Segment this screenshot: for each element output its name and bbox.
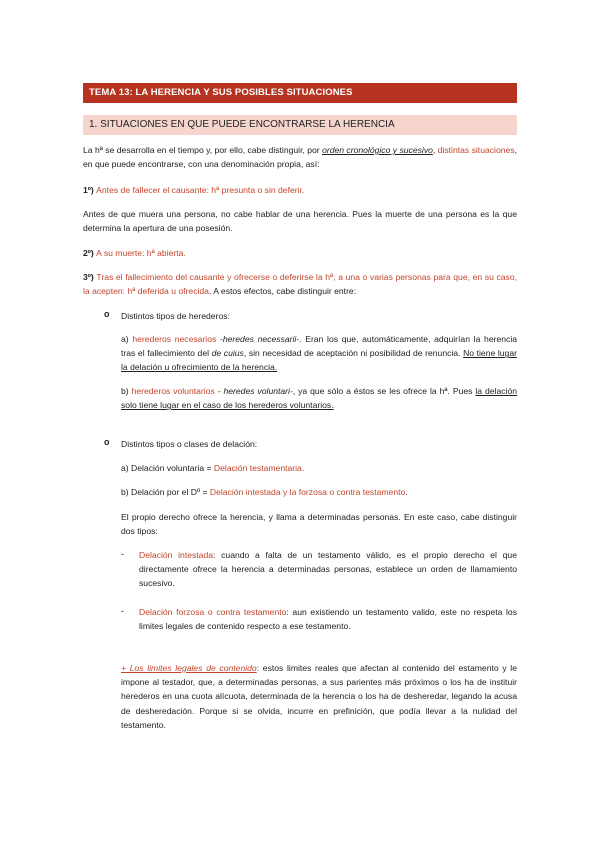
section-heading: 1. SITUACIONES EN QUE PUEDE ENCONTRARSE LA HERENCIA [83,115,517,135]
herederos-a-latin: -heredes necessarii- [216,334,300,344]
delacion-a [121,461,517,475]
herederos-voluntarios: herederos voluntarios [131,386,215,396]
herederos-b-latin: - heredes voluntari- [214,386,293,396]
situation-2-text: A su muerte: hª abierta. [96,248,186,258]
bullet-herederos: o [104,309,110,319]
intro-text: La hª se desarrolla en el tiempo y, por ello, cabe distinguir, por [83,145,323,155]
intro-order-text: orden cronológico y sucesivo [322,145,433,155]
situation-3-number: 3º) [83,272,97,282]
herederos-b-underlined: la delación solo tiene lugar en el caso de los herederos voluntarios. [121,386,518,411]
herederos-a-text: . Eran los que, automáticamente, adquirían la herencia tras el fallecimiento del [121,334,518,359]
bullet-delacion: o [104,437,110,447]
situation-1-body: Antes de que muera una persona, no cabe hablar de una herencia. Pues la muerte de una persona es la que determina la apertura de una posesión. [83,209,517,234]
situation-1 [83,183,517,197]
situation-1-number: 1º) [83,185,97,195]
delacion-b [121,485,517,499]
de-cuius-text: de cuius [211,348,244,359]
delacion-forzosa-item [139,605,517,633]
limites-paragraph [121,661,517,732]
situation-2-number: 2º) [83,248,97,258]
herederos-b-prefix: b) [121,386,132,396]
herederos-a-prefix: a) [121,334,133,344]
situation-3 [83,270,517,298]
delacion-forzosa-label: Delación forzosa o contra testamento [139,607,287,617]
situation-1-text: Antes de fallecer el causante: hª presunta o sin deferir. [96,185,305,195]
herederos-a-underlined: No tiene lugar la delación u ofrecimiento de la herencia. [121,348,517,373]
delacion-b-prefix: b) Delación por el Dº = [121,487,210,497]
delacion-heading: Distintos tipos o clases de delación: [121,439,258,449]
delacion-a-prefix: a) Delación voluntaria = [121,463,214,473]
dash-1: - [121,549,124,559]
herederos-necesarios: herederos necesarios [132,334,217,344]
limites-text: : estos limites reales que afectan al contenido del estamento y le impone al testador, que, a determinadas personas, a sus parientes más próximos o los ha de instituir herederos en una cuota alícuota, determinada de la herencia o los ha de desheredar, legando la acusa de desheredación. Porque si se olvida, incurre en prefinición, que podía llevar a la nulidad del testamento. [121,663,517,730]
delacion-forzosa-text: : aun existiendo un testamento valido, este no respeta los limites legales de contenido respecto a ese testamento. [139,607,517,632]
delacion-b-end: . [405,487,408,497]
herederos-a-text-2: , sin necesidad de aceptación ni posibilidad de renuncia. [243,348,464,359]
delacion-body: El propio derecho ofrece la herencia, y llama a determinadas personas. En este caso, cabe distinguir dos tipos: [121,512,517,537]
delacion-testamentaria: Delación testamentaria. [213,463,305,473]
intro-situations-text: distintas situaciones [437,145,515,155]
situation-2 [83,246,517,260]
delacion-intestada-item [139,548,517,591]
herederos-b-text: , ya que sólo a éstos se les ofrece la hª. Pues [292,386,476,396]
delacion-intestada-forzosa: Delación intestada y la forzosa o contra testamento [209,487,406,497]
herederos-heading: Distintos tipos de herederos: [121,311,230,321]
intro-separator: , [432,145,438,155]
delacion-intestada-text: : cuando a falta de un testamento válido, es el propio derecho el que directamente ofrece la herencia a determinadas personas, establece un orden de llamamiento sucesivo. [139,550,517,589]
herederos-a [121,332,517,375]
intro-paragraph [83,143,517,171]
situation-3-text: Tras el fallecimiento del causante y ofrecerse o deferirse la hª, a una o varias personas para que, en su caso, la acepten: hª deferida u ofrecida [83,272,517,297]
intro-text-end: , en que puede encontrarse, con una denominación propia, así: [83,145,517,170]
topic-title: TEMA 13: LA HERENCIA Y SUS POSIBLES SITUACIONES [83,83,517,103]
limites-label: + Los limites legales de contenido [121,663,257,673]
delacion-intestada-label: Delación intestada [139,550,214,560]
situation-3-tail: . A estos efectos, cabe distinguir entre: [208,286,357,297]
dash-2: - [121,606,124,616]
herederos-b [121,384,517,412]
